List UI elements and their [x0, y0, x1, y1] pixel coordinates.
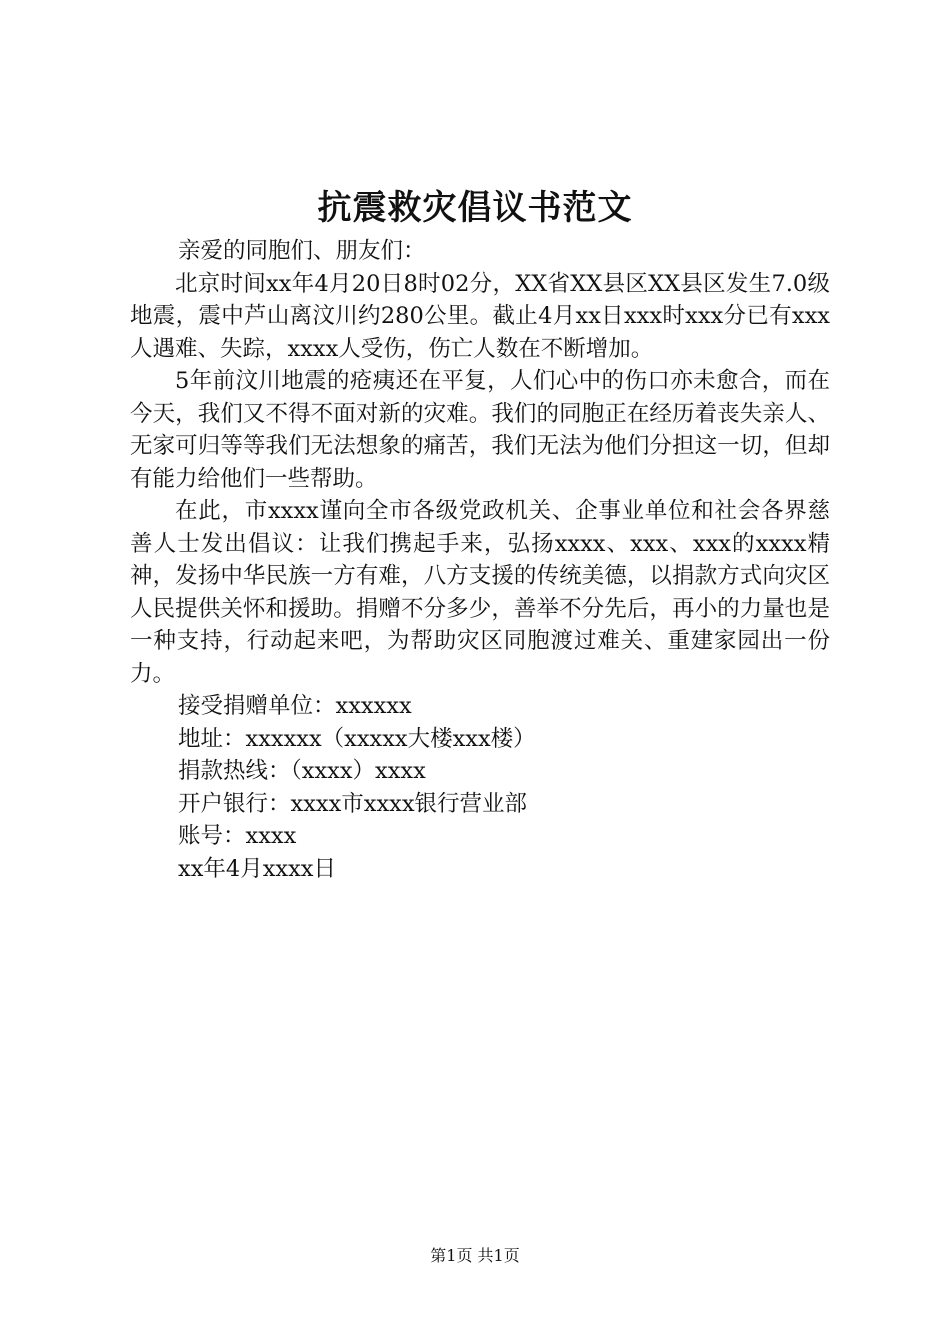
paragraph-3: 在此，市xxxx谨向全市各级党政机关、企事业单位和社会各界慈善人士发出倡议：让我们携起手来，弘扬xxxx、xxx、xxx的xxxx精神，发扬中华民族一方有难，八方支援的传统美德，以捐款方式向灾区人民提供关怀和援助。捐赠不分多少，善举不分先后，再小的力量也是一种支持，行动起来吧，为帮助灾区同胞渡过难关、重建家园出一份力。 [130, 498, 830, 687]
salutation: 亲爱的同胞们、朋友们： [178, 238, 426, 264]
account-line: 账号：xxxx [178, 823, 297, 849]
paragraph-2: 5年前汶川地震的疮痍还在平复，人们心中的伤口亦未愈合，而在今天，我们又不得不面对新的灾难。我们的同胞正在经历着丧失亲人、无家可归等等我们无法想象的痛苦，我们无法为他们分担这一切，但却有能力给他们一些帮助。 [130, 368, 830, 492]
document-title: 抗震救灾倡议书范文 [317, 188, 633, 228]
document-body [130, 235, 830, 885]
bank-line: 开户银行：xxxx市xxxx银行营业部 [178, 790, 528, 817]
address-line: 地址：xxxxxx（xxxxx大楼xxx楼） [178, 725, 536, 752]
hotline-line: 捐款热线：（xxxx）xxxx [178, 758, 426, 784]
page-footer: 第1页 共1页 [430, 1246, 520, 1265]
recipient-line: 接受捐赠单位：xxxxxx [178, 693, 412, 719]
date-line: xx年4月xxxx日 [178, 855, 336, 882]
paragraph-1: 北京时间xx年4月20日8时02分，XX省XX县区XX县区发生7.0级地震，震中芦山离汶川约280公里。截止4月xx日xxx时xxx分已有xxx人遇难、失踪，xxxx人受伤，伤亡人数在不断增加。 [130, 270, 830, 362]
